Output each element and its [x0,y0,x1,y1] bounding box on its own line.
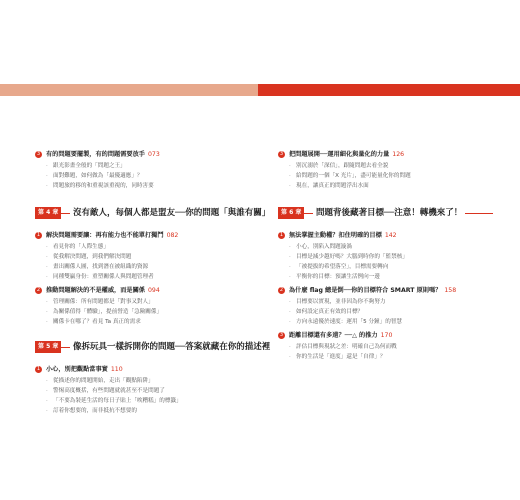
page-number: 082 [166,232,179,239]
subtopic: · 方向永遠優於速度：運用「5 分鐘」的智慧 [289,319,403,325]
header-band-left [0,84,258,96]
chapter-badge: 第 6 章 [278,207,304,219]
subtopic: · 評估目標與現狀之差：明確自己為何而戰 [289,344,397,350]
entry-title: 小心，別把觀點當事實 110 [46,366,123,373]
subtopic-list [289,342,493,362]
toc-entry[interactable] [35,231,250,282]
subtopic: · 問題旅的移的和重視該重視的，同時害要 [46,183,154,189]
entry-title: 距離目標還有多遠？──△ 的推力 170 [289,332,393,339]
page-number: 073 [148,151,160,158]
entry-title: 無法掌握主動權？扣住明確的目標 142 [289,232,397,239]
subtopic: · 畫出關係人圖，找到潛在被組織的資源 [46,264,149,270]
subtopic: · 「不要為裝延生活的每日子貼上「唉糟糕」的標籤」 [46,398,182,404]
toc-entry[interactable] [278,231,493,282]
subtopic: · 現在，讓真正的問題浮出水面 [289,183,369,189]
subtopic-list [289,161,493,191]
page-number: 158 [444,287,457,294]
subtopic-list [46,242,250,282]
subtopic: · 「被提拔的希望落空」，目標需要轉向 [289,264,389,270]
subtopic-list [46,161,250,191]
chapter-header [35,205,271,221]
toc-entry[interactable] [278,331,493,362]
header-color-band [0,84,520,96]
entry-number: 1 [36,366,41,372]
entry-number: 1 [36,232,41,238]
page-number: 110 [110,366,123,373]
subtopic: · 訂着你想要的，而非抵抗不想要的 [46,408,137,414]
entry-title: 推動問題解決的不是權威，而是關係 094 [46,287,160,294]
subtopic: · 目標要以實現，並非因為你不夠努力 [289,299,386,305]
subtopic: · 別沉溺於「深信」，跟隨問題去看全貌 [289,163,389,169]
subtopic-list [46,297,250,327]
chapter-badge: 第 4 章 [35,207,61,219]
entry-title: 為什麼 flag 總是倒──你的目標符合 SMART 原則嗎？ 158 [289,287,457,294]
entry-number: 2 [279,287,284,293]
chapter-header [278,205,493,221]
chapter-header [35,339,271,355]
toc-entry[interactable] [278,286,493,327]
left-page-column [35,150,271,417]
entry-number: 2 [36,287,41,293]
page-number: 126 [392,151,405,158]
page-number: 094 [148,287,160,294]
subtopic: · 警惕高度概括，有些問題就就甚至不是問題了 [46,388,165,394]
subtopic: · 你的生活是「進度」還是「自律」？ [289,354,386,360]
subtopic: · 管理關係：所有問題都是「對事又對人」 [46,299,154,305]
entry-number: 3 [279,151,284,157]
subtopic: · 同種雙贏身份：重塑關係人與問題管理者 [46,274,154,280]
entry-number: 3 [279,332,284,338]
entry-title: 解決問題需要讓：再有能力也不能單打獨鬥 082 [46,232,179,239]
subtopic: · 從描述你的問題開始，走出「觀點陷阱」 [46,378,154,384]
page-number: 142 [384,232,397,239]
chapter-badge: 第 5 章 [35,341,61,353]
entry-number: 3 [36,151,41,157]
subtopic: · 關係卡在哪了？看見 Ta 真正的需求 [46,319,141,325]
entry-number: 1 [279,232,284,238]
subtopic: · 小心，別陷入問題漩渦 [289,244,352,250]
right-page-column [278,150,493,363]
header-band-right [258,84,520,96]
subtopic: · 平衡你的目標：預讓生活例向一邊 [289,274,380,280]
entry-title: 有的問題要擺製，有的問題需要放手 073 [46,151,160,158]
subtopic: · 給問題的一個「X 光片」，盡可能量化你的問題 [289,173,411,179]
subtopic: · 從我解決問題，到我們解決問題 [46,254,132,260]
page-number: 170 [380,332,393,339]
chapter-title: 像拆玩具一樣拆開你的問題──答案就藏在你的描述裡 [70,339,273,355]
subtopic: · 如何設定真正有效的目標？ [289,309,364,315]
toc-entry[interactable] [35,286,250,327]
subtopic: · 目標是減少越好嗎？大腦到時你的「監禁核」 [289,254,408,260]
subtopic: · 面對難題，如何做為「最優適應」？ [46,173,143,179]
toc-entry[interactable] [278,150,493,191]
chapter-title: 問題背後藏著目標──注意！轉機來了！ [313,205,465,221]
subtopic: · 跟光影畫全般的「問題之王」 [46,163,126,169]
chapter-title: 沒有敵人，每個人都是盟友──你的問題「與誰有關」 [70,205,273,221]
toc-entry[interactable] [35,365,250,416]
subtopic-list [46,376,250,416]
subtopic: · 看見你的「人際生態」 [46,244,109,250]
subtopic-list [289,242,493,282]
subtopic-list [289,297,493,327]
toc-entry[interactable] [35,150,250,191]
subtopic: · 為關係值得「體驗」，提前營造「急險關係」 [46,309,163,315]
entry-title: 把問題展開──運用細化與量化的力量 126 [289,151,405,158]
